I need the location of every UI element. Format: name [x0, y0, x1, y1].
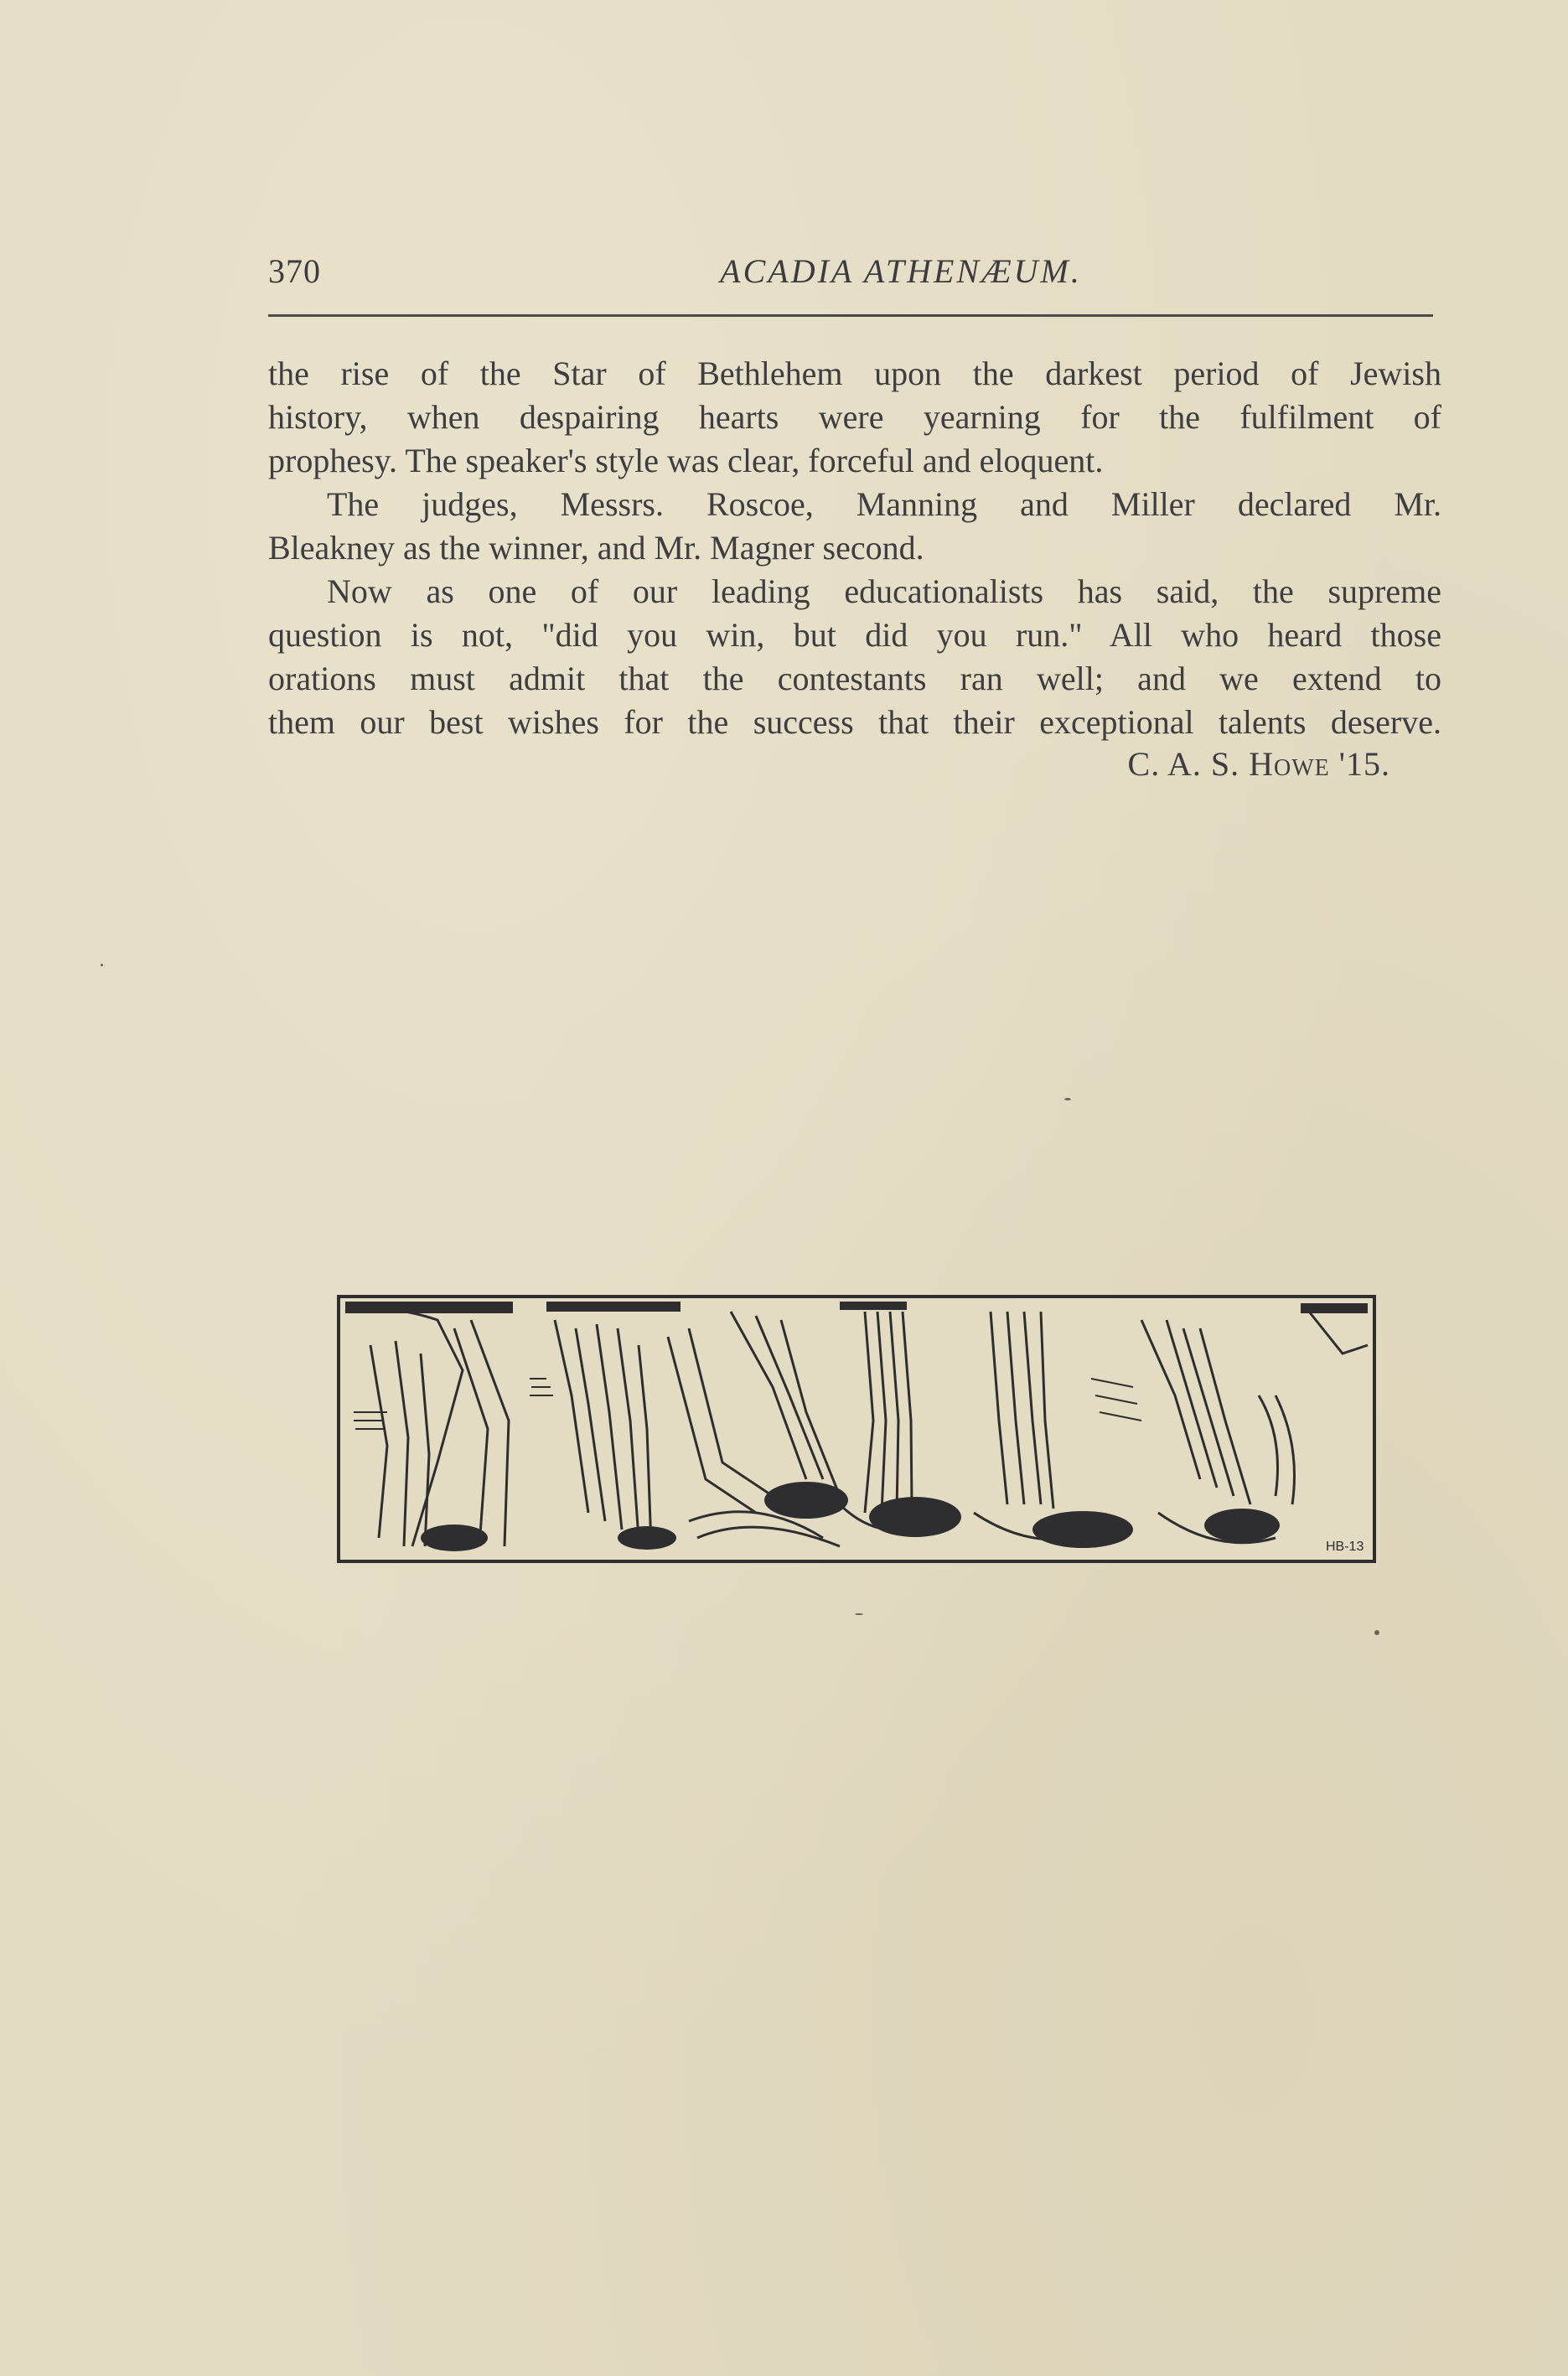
page-header: [268, 251, 1433, 302]
paper-speck: [1374, 1630, 1379, 1635]
paper-speck: [855, 1613, 863, 1615]
text-line: them our best wishes for the success that their exceptional talents deserve.: [268, 703, 1441, 741]
paragraph-1: [268, 352, 1441, 439]
author-surname: Howe: [1249, 745, 1330, 783]
text-line: the rise of the Star of Bethlehem upon the darkest period of Jewish: [268, 355, 1441, 392]
header-rule: [268, 314, 1433, 317]
text-line: history, when despairing hearts were yearning for the fulfilment of: [268, 398, 1441, 436]
text-line: The judges, Messrs. Roscoe, Manning and Miller declared Mr.: [327, 485, 1441, 523]
text-line: Bleakney as the winner, and Mr. Magner second.: [268, 529, 924, 567]
author-class-year: '15.: [1338, 745, 1390, 783]
text-line: orations must admit that the contestants ran well; and we extend to: [268, 660, 1441, 697]
article-text: [268, 352, 1441, 744]
paragraph-2: [268, 483, 1441, 526]
paper-speck: [1064, 1098, 1071, 1100]
text-line: question is not, "did you win, but did you run." All who heard those: [268, 616, 1441, 654]
paragraph-2-end: [268, 526, 1441, 570]
woodcut-running-legs-illustration: [337, 1295, 1376, 1563]
text-line: Now as one of our leading educationalists has said, the supreme: [327, 572, 1441, 610]
author-signature: [1128, 744, 1390, 784]
text-line: prophesy. The speaker's style was clear, forceful and eloquent.: [268, 442, 1104, 479]
author-initials: C. A. S.: [1127, 745, 1240, 783]
artist-mark: HB-13: [1326, 1540, 1364, 1554]
paragraph-1-end: [268, 439, 1441, 483]
paragraph-3-body: [268, 613, 1441, 744]
paragraph-3: [268, 570, 1441, 613]
page-number: 370: [268, 252, 321, 290]
paper-speck: [101, 964, 103, 966]
running-title: ACADIA ATHENÆUM.: [720, 252, 1082, 290]
